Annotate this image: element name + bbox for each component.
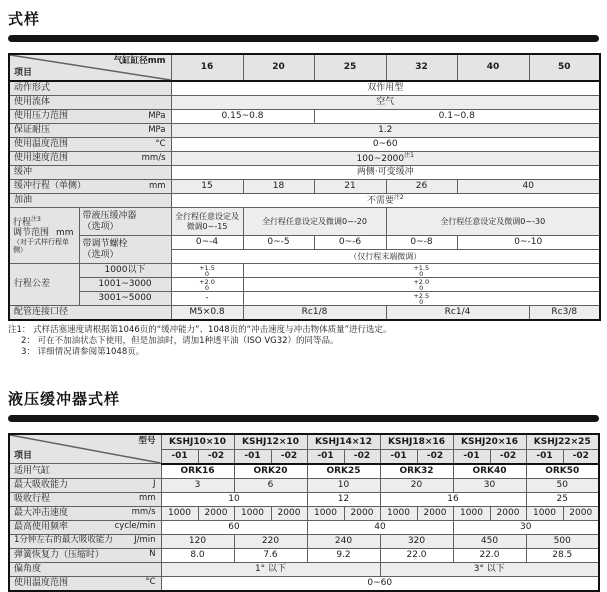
row-max-frequency xyxy=(9,520,599,534)
adjust-bolt-option-label: 带调节螺栓 （选项） xyxy=(79,236,171,264)
col-header-20: 20 xyxy=(243,54,314,81)
subcol-02: -02 xyxy=(417,450,453,464)
cell-spring-5: 22.0 xyxy=(453,548,526,562)
footnote-ref-3: 注3 xyxy=(31,215,41,223)
cell-absorb-6: 50 xyxy=(526,478,599,492)
row-tolerance-2 xyxy=(9,278,600,292)
cell-cstroke-32: 26 xyxy=(386,180,457,194)
row-temperature-range-2 xyxy=(9,576,599,591)
row-label: 适用气缸 xyxy=(9,464,161,479)
row-applicable-cylinder xyxy=(9,464,599,479)
model-header-row xyxy=(9,434,599,450)
cell-bolt-range-32: 0~-8 xyxy=(386,236,457,250)
cell-cstroke-25: 21 xyxy=(314,180,386,194)
cell-impact-1000: 1000 xyxy=(161,506,198,520)
row-max-absorption xyxy=(9,478,599,492)
cell-cstroke-20: 18 xyxy=(243,180,314,194)
row-cushion xyxy=(9,166,600,180)
cell-tol-16-3: - xyxy=(171,292,243,306)
cell-cyl-3: ORK25 xyxy=(307,464,380,479)
cell-bolt-range-16: 0~-4 xyxy=(171,236,243,250)
row-label: 缓冲 xyxy=(9,166,171,180)
cell-spring-6: 28.5 xyxy=(526,548,599,562)
footnote-1: 注1： 式样活塞速度请根据第1046页的“缓冲能力”、1048页的“冲击速度与冲击物体质量”进行选定。 xyxy=(8,325,392,335)
subcol-01: -01 xyxy=(234,450,271,464)
cell-bolt-range-20: 0~-5 xyxy=(243,236,314,250)
cell-bolt-range-40-50: 0~-10 xyxy=(457,236,600,250)
corner-bottom-label: 项目 xyxy=(14,67,33,78)
subcol-02: -02 xyxy=(271,450,307,464)
row-port-size xyxy=(9,306,600,321)
cell-cyl-1: ORK16 xyxy=(161,464,234,479)
shock-corner-cell xyxy=(9,434,161,464)
cell-astroke-10: 10 xyxy=(161,492,307,506)
footnote-ref-2: 注2 xyxy=(393,193,404,201)
cell-port-20-25: Rc1/8 xyxy=(243,306,386,321)
row-absorption-per-minute xyxy=(9,534,599,548)
cell-astroke-16: 16 xyxy=(380,492,526,506)
cell-bolt-range-25: 0~-6 xyxy=(314,236,386,250)
section1-divider-bar xyxy=(8,35,599,42)
cell-permin-3: 240 xyxy=(307,534,380,548)
footnote-ref-1: 注1 xyxy=(404,151,414,159)
section2-divider-bar xyxy=(8,415,599,422)
corner-bottom-label: 项目 xyxy=(14,450,33,461)
cell-angle-large: 3° 以下 xyxy=(380,562,599,576)
cell-spring-4: 22.0 xyxy=(380,548,453,562)
tolerance-range-1-label: 1000以下 xyxy=(79,264,171,278)
cell-port-32-40: Rc1/4 xyxy=(386,306,529,321)
row-tolerance-1 xyxy=(9,264,600,278)
cell-cyl-5: ORK40 xyxy=(453,464,526,479)
model-header-kshj18: KSHJ18×16 xyxy=(380,434,453,450)
row-label: 动作形式 xyxy=(9,81,171,96)
col-header-32: 32 xyxy=(386,54,457,81)
cell-spring-1: 8.0 xyxy=(161,548,234,562)
row-proof-pressure xyxy=(9,124,600,138)
col-header-25: 25 xyxy=(314,54,386,81)
cell-impact-2000: 2000 xyxy=(490,506,526,520)
row-label: 加油 xyxy=(9,194,171,208)
spec-table xyxy=(8,53,601,321)
row-lubrication xyxy=(9,194,600,208)
row-pressure-range xyxy=(9,110,600,124)
model-header-kshj10: KSHJ10×10 xyxy=(161,434,234,450)
cell-cyl-4: ORK32 xyxy=(380,464,453,479)
tolerance-range-2-label: 1001~3000 xyxy=(79,278,171,292)
cell-astroke-25: 25 xyxy=(526,492,599,506)
cell-port-16: M5×0.8 xyxy=(171,306,243,321)
row-stroke-adjust-bolt xyxy=(9,236,600,250)
cell-angle-small: 1° 以下 xyxy=(161,562,380,576)
cell-oil-value: 不需要$^{注2}$ xyxy=(171,194,600,208)
cell-absorb-5: 30 xyxy=(453,478,526,492)
row-label: 吸收行程 mm xyxy=(9,492,161,506)
subcol-01: -01 xyxy=(307,450,344,464)
row-action-type xyxy=(9,81,600,96)
row-label: 弹簧恢复力（压缩时） N xyxy=(9,548,161,562)
tolerance-range-3-label: 3001~5000 xyxy=(79,292,171,306)
cell-absorb-4: 20 xyxy=(380,478,453,492)
cell-absorb-3: 10 xyxy=(307,478,380,492)
row-speed-range xyxy=(9,152,600,166)
spec-header-row xyxy=(9,54,600,81)
cell-end-fine-adjust-note: （仅行程末端微调） xyxy=(171,250,600,264)
row-label: 使用温度范围 °C xyxy=(9,576,161,591)
shock-absorber-spec-table xyxy=(8,433,600,592)
cell-absorb-2: 6 xyxy=(234,478,307,492)
row-label: 使用压力范围 MPa xyxy=(9,110,171,124)
model-header-kshj22: KSHJ22×25 xyxy=(526,434,599,450)
row-label: 使用速度范围 mm/s xyxy=(9,152,171,166)
cell-pressure-large: 0.1~0.8 xyxy=(314,110,600,124)
subcol-01: -01 xyxy=(453,450,490,464)
section2-title: 液压缓冲器式样 xyxy=(8,390,121,409)
row-stroke-adjust-shock xyxy=(9,208,600,236)
subcol-02: -02 xyxy=(490,450,526,464)
cell-permin-6: 500 xyxy=(526,534,599,548)
cell-impact-1000: 1000 xyxy=(380,506,417,520)
cell-impact-2000: 2000 xyxy=(271,506,307,520)
row-eccentric-angle xyxy=(9,562,599,576)
cell-adjust-range-32-50: 全行程任意设定及微调0~-30 xyxy=(386,208,600,236)
row-max-impact-speed xyxy=(9,506,599,520)
stroke-tolerance-label: 行程公差 xyxy=(9,264,79,306)
subcol-01: -01 xyxy=(526,450,563,464)
cell-tol-16-1: +1.5 0 xyxy=(171,264,243,278)
cell-speed-value: 100~2000$^{注1}$ xyxy=(171,152,600,166)
model-header-kshj20: KSHJ20×16 xyxy=(453,434,526,450)
cell-cstroke-16: 15 xyxy=(171,180,243,194)
cell-spring-3: 9.2 xyxy=(307,548,380,562)
row-label: 最高使用频率 cycle/min xyxy=(9,520,161,534)
footnote-2: 2： 可在不加油状态下使用，但是加油时，请加1种透平油（ISO VG32）的同等品。 xyxy=(21,336,339,347)
model-header-kshj12: KSHJ12×10 xyxy=(234,434,307,450)
cell-impact-1000: 1000 xyxy=(307,506,344,520)
cell-impact-2000: 2000 xyxy=(198,506,234,520)
cell-permin-2: 220 xyxy=(234,534,307,548)
cell-tol-rest-3: +2.5 0 xyxy=(243,292,600,306)
cell-impact-2000: 2000 xyxy=(344,506,380,520)
cell-temp2-value: 0~60 xyxy=(161,576,599,591)
cell-impact-2000: 2000 xyxy=(563,506,599,520)
subcol-01: -01 xyxy=(161,450,198,464)
cell-impact-1000: 1000 xyxy=(234,506,271,520)
cell-permin-5: 450 xyxy=(453,534,526,548)
row-label: 偏角度 xyxy=(9,562,161,576)
cell-cyl-6: ORK50 xyxy=(526,464,599,479)
model-header-kshj14: KSHJ14×12 xyxy=(307,434,380,450)
cell-fluid-value: 空气 xyxy=(171,96,600,110)
row-label: 使用流体 xyxy=(9,96,171,110)
row-label: 最大冲击速度 mm/s xyxy=(9,506,161,520)
cell-absorb-1: 3 xyxy=(161,478,234,492)
cell-tol-16-2: +2.0 0 xyxy=(171,278,243,292)
section1-title: 式样 xyxy=(8,10,41,28)
cell-permin-4: 320 xyxy=(380,534,453,548)
footnote-3: 3： 详细情况请参阅第1048页。 xyxy=(21,347,145,358)
row-spring-return-force xyxy=(9,548,599,562)
cell-pressure-small: 0.15~0.8 xyxy=(171,110,314,124)
cell-impact-1000: 1000 xyxy=(526,506,563,520)
stroke-adjust-label: 行程$^{注3}$ 调节范围 mm （对于式样行程单侧） xyxy=(9,208,79,264)
cell-tol-rest-2: +2.0 0 xyxy=(243,278,600,292)
corner-top-label: 气缸缸径mm xyxy=(113,56,166,66)
col-header-40: 40 xyxy=(457,54,529,81)
cell-cushion-value: 两侧·可变缓冲 xyxy=(171,166,600,180)
cell-adjust-range-20-25: 全行程任意设定及微调0~-20 xyxy=(243,208,386,236)
col-header-16: 16 xyxy=(171,54,243,81)
row-label: 使用温度范围 °C xyxy=(9,138,171,152)
cell-permin-1: 120 xyxy=(161,534,234,548)
cell-freq-40: 40 xyxy=(307,520,453,534)
row-label: 最大吸收能力 J xyxy=(9,478,161,492)
footnotes xyxy=(8,325,599,358)
row-absorption-stroke xyxy=(9,492,599,506)
row-temperature-range xyxy=(9,138,600,152)
cell-tol-rest-1: +1.5 0 xyxy=(243,264,600,278)
cell-impact-2000: 2000 xyxy=(417,506,453,520)
subcol-02: -02 xyxy=(344,450,380,464)
row-label: 保证耐压 MPa xyxy=(9,124,171,138)
subcol-01: -01 xyxy=(380,450,417,464)
cell-port-50: Rc3/8 xyxy=(529,306,600,321)
row-tolerance-3 xyxy=(9,292,600,306)
row-label: 缓冲行程（单侧） mm xyxy=(9,180,171,194)
row-label: 1分钟左右的最大吸收能力 J/min xyxy=(9,534,161,548)
cell-temp-value: 0~60 xyxy=(171,138,600,152)
row-cushion-stroke xyxy=(9,180,600,194)
cell-spring-2: 7.6 xyxy=(234,548,307,562)
subcol-02: -02 xyxy=(563,450,599,464)
corner-top-label: 型号 xyxy=(138,436,156,447)
cell-impact-1000: 1000 xyxy=(453,506,490,520)
cell-freq-30: 30 xyxy=(453,520,599,534)
spec-corner-cell xyxy=(9,54,171,81)
cell-action-value: 双作用型 xyxy=(171,81,600,96)
cell-proof-value: 1.2 xyxy=(171,124,600,138)
row-label: 配管连接口径 xyxy=(9,306,171,321)
row-fluid xyxy=(9,96,600,110)
cell-cyl-2: ORK20 xyxy=(234,464,307,479)
cell-astroke-12: 12 xyxy=(307,492,380,506)
col-header-50: 50 xyxy=(529,54,600,81)
shock-absorber-option-label: 带液压缓冲器 （选项） xyxy=(79,208,171,236)
cell-freq-60: 60 xyxy=(161,520,307,534)
subcol-02: -02 xyxy=(198,450,234,464)
cell-adjust-range-16: 全行程任意设定及微调0~-15 xyxy=(171,208,243,236)
cell-cstroke-40-50: 40 xyxy=(457,180,600,194)
